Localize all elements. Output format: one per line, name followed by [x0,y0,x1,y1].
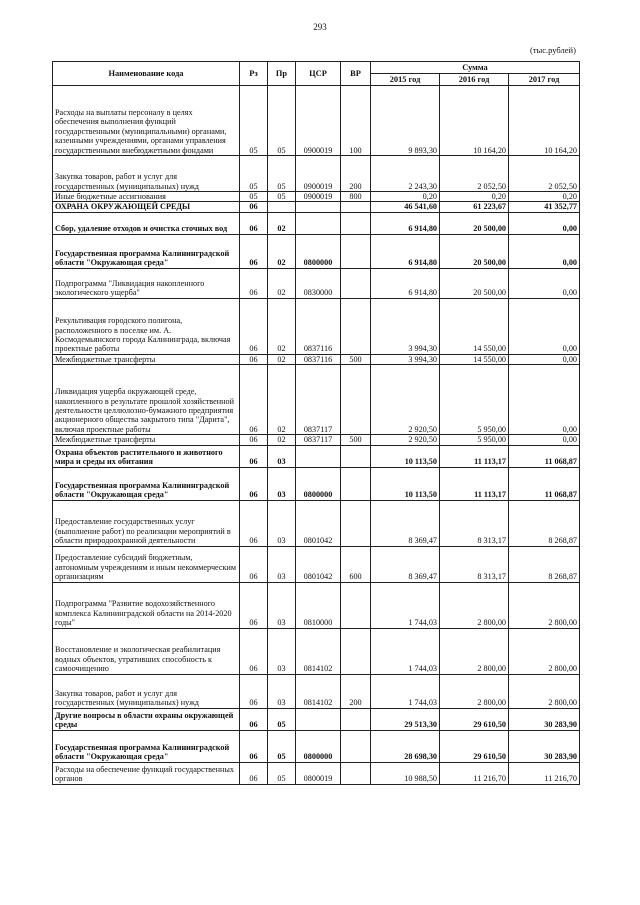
cell-y2016: 2 800,00 [440,628,509,674]
cell-pr: 02 [268,365,296,435]
cell-y2016: 2 052,50 [440,156,509,192]
cell-rz: 06 [240,500,268,546]
cell-name: Иные бюджетные ассигнования [53,192,240,202]
cell-csr: 0800019 [296,762,341,784]
cell-y2015: 8 369,47 [371,546,440,582]
cell-name: Закупка товаров, работ и услуг для государственных (муниципальных) нужд [53,674,240,708]
header-2016: 2016 год [440,74,509,86]
table-row [53,628,580,674]
cell-vr: 500 [341,435,371,445]
cell-vr [341,234,371,268]
cell-rz: 06 [240,546,268,582]
cell-csr: 0900019 [296,156,341,192]
cell-y2015: 2 920,50 [371,435,440,445]
cell-rz: 06 [240,628,268,674]
cell-vr: 200 [341,156,371,192]
cell-vr: 200 [341,674,371,708]
table-row [53,298,580,354]
cell-vr [341,500,371,546]
cell-name: Предоставление субсидий бюджетным, автономным учреждениям и иным некоммерческим организациям [53,546,240,582]
table-row [53,582,580,628]
cell-y2015: 29 513,30 [371,708,440,730]
cell-csr: 0837116 [296,298,341,354]
cell-y2015: 2 243,30 [371,156,440,192]
table-row [53,674,580,708]
header-name: Наименование кода [53,62,240,86]
cell-y2016: 0,20 [440,192,509,202]
cell-rz: 06 [240,467,268,500]
cell-name: Подпрограмма "Развитие водохозяйственного комплекса Калининградской области на 2014-2020 годы" [53,582,240,628]
cell-y2017: 0,00 [509,435,580,445]
cell-y2016: 14 550,00 [440,298,509,354]
cell-y2017: 41 352,77 [509,202,580,212]
cell-pr: 03 [268,467,296,500]
cell-y2015: 3 994,30 [371,354,440,364]
cell-y2015: 10 113,50 [371,445,440,467]
cell-pr: 03 [268,674,296,708]
cell-y2015: 1 744,03 [371,674,440,708]
cell-rz: 06 [240,435,268,445]
cell-y2017: 8 268,87 [509,546,580,582]
cell-name: Рекультивация городского полигона, расположенного в поселке им. А. Космодемьянского города Калининграда, включая проектные работы [53,298,240,354]
header-csr: ЦСР [296,62,341,86]
cell-y2015: 0,20 [371,192,440,202]
cell-name: Межбюджетные трансферты [53,435,240,445]
table-row [53,467,580,500]
cell-name: Государственная программа Калининградской области "Окружающая среда" [53,467,240,500]
cell-y2015: 6 914,80 [371,234,440,268]
cell-vr: 100 [341,86,371,156]
units-label: (тыс.рублей) [530,45,576,55]
cell-y2015: 8 369,47 [371,500,440,546]
table-row [53,156,580,192]
cell-y2016: 14 550,00 [440,354,509,364]
cell-y2015: 6 914,80 [371,212,440,234]
cell-y2016: 20 500,00 [440,212,509,234]
cell-vr [341,762,371,784]
cell-rz: 06 [240,582,268,628]
cell-vr [341,445,371,467]
cell-vr [341,582,371,628]
cell-y2016: 2 800,00 [440,674,509,708]
cell-y2015: 46 541,60 [371,202,440,212]
cell-rz: 06 [240,445,268,467]
cell-rz: 06 [240,354,268,364]
cell-y2017: 0,00 [509,234,580,268]
cell-y2015: 28 698,30 [371,730,440,762]
cell-y2017: 11 068,87 [509,467,580,500]
cell-pr: 05 [268,86,296,156]
cell-y2015: 1 744,03 [371,628,440,674]
table-row [53,708,580,730]
cell-vr [341,268,371,298]
cell-vr [341,628,371,674]
table-row [53,445,580,467]
table-row [53,500,580,546]
cell-y2017: 0,00 [509,354,580,364]
cell-y2016: 20 500,00 [440,268,509,298]
cell-rz: 06 [240,674,268,708]
cell-vr [341,202,371,212]
cell-rz: 06 [240,762,268,784]
cell-y2016: 8 313,17 [440,500,509,546]
cell-y2016: 29 610,50 [440,730,509,762]
cell-y2016: 11 113,17 [440,445,509,467]
cell-rz: 06 [240,730,268,762]
cell-y2017: 2 800,00 [509,582,580,628]
table-row [53,762,580,784]
header-sum: Сумма [371,62,580,74]
cell-csr: 0900019 [296,192,341,202]
cell-y2017: 8 268,87 [509,500,580,546]
cell-y2017: 11 216,70 [509,762,580,784]
cell-csr [296,212,341,234]
cell-y2017: 0,00 [509,298,580,354]
cell-y2016: 5 950,00 [440,365,509,435]
cell-pr: 05 [268,762,296,784]
cell-name: Сбор, удаление отходов и очистка сточных вод [53,212,240,234]
cell-pr: 02 [268,298,296,354]
cell-rz: 06 [240,365,268,435]
cell-rz: 05 [240,156,268,192]
cell-y2015: 10 988,50 [371,762,440,784]
cell-pr: 05 [268,192,296,202]
cell-y2016: 10 164,20 [440,86,509,156]
cell-y2017: 0,00 [509,365,580,435]
cell-csr: 0810000 [296,582,341,628]
cell-pr: 02 [268,354,296,364]
cell-rz: 06 [240,234,268,268]
table-row [53,192,580,202]
cell-pr: 03 [268,445,296,467]
cell-pr: 05 [268,156,296,192]
cell-y2017: 2 800,00 [509,674,580,708]
table-row [53,365,580,435]
header-2017: 2017 год [509,74,580,86]
cell-csr: 0801042 [296,500,341,546]
cell-name: Подпрограмма "Ликвидация накопленного экологического ущерба" [53,268,240,298]
cell-rz: 05 [240,192,268,202]
cell-name: ОХРАНА ОКРУЖАЮЩЕЙ СРЕДЫ [53,202,240,212]
cell-pr [268,202,296,212]
header-vr: ВР [341,62,371,86]
cell-pr: 03 [268,546,296,582]
cell-vr [341,365,371,435]
cell-pr: 02 [268,435,296,445]
cell-vr [341,708,371,730]
cell-csr: 0801042 [296,546,341,582]
cell-vr [341,730,371,762]
cell-csr: 0814102 [296,674,341,708]
table-row [53,546,580,582]
header-pr: Пр [268,62,296,86]
cell-rz: 06 [240,298,268,354]
cell-rz: 05 [240,86,268,156]
cell-vr [341,212,371,234]
cell-rz: 06 [240,212,268,234]
cell-name: Государственная программа Калининградской области "Окружающая среда" [53,234,240,268]
cell-y2017: 0,00 [509,212,580,234]
cell-y2016: 11 113,17 [440,467,509,500]
cell-pr: 05 [268,730,296,762]
cell-csr [296,708,341,730]
cell-y2015: 1 744,03 [371,582,440,628]
cell-csr [296,445,341,467]
cell-name: Другие вопросы в области охраны окружающей среды [53,708,240,730]
cell-y2016: 2 800,00 [440,582,509,628]
cell-y2017: 30 283,90 [509,708,580,730]
cell-pr: 03 [268,582,296,628]
cell-y2016: 29 610,50 [440,708,509,730]
cell-csr: 0800000 [296,730,341,762]
cell-csr: 0830000 [296,268,341,298]
cell-y2017: 30 283,90 [509,730,580,762]
cell-rz: 06 [240,202,268,212]
cell-y2015: 6 914,80 [371,268,440,298]
cell-csr: 0814102 [296,628,341,674]
cell-csr: 0800000 [296,467,341,500]
cell-csr: 0837117 [296,365,341,435]
cell-name: Ликвидация ущерба окружающей среде, накопленного в результате прошлой хозяйственной деятельности целлюлозно-бумажного предприятия акционерного общества закрытого типа "Дарита", включая проектные работы [53,365,240,435]
cell-name: Расходы на выплаты персоналу в целях обеспечения выполнения функций государственными (муниципальными) органами, казенными учреждениями, органами управления государственными внебюджетными фондами [53,86,240,156]
cell-csr: 0900019 [296,86,341,156]
cell-y2016: 5 950,00 [440,435,509,445]
cell-y2015: 3 994,30 [371,298,440,354]
cell-pr: 05 [268,708,296,730]
cell-pr: 02 [268,268,296,298]
cell-name: Закупка товаров, работ и услуг для государственных (муниципальных) нужд [53,156,240,192]
cell-vr [341,298,371,354]
cell-y2015: 2 920,50 [371,365,440,435]
cell-pr: 03 [268,500,296,546]
cell-csr [296,202,341,212]
cell-vr: 600 [341,546,371,582]
cell-y2017: 2 052,50 [509,156,580,192]
table-row [53,730,580,762]
cell-csr: 0800000 [296,234,341,268]
cell-y2015: 9 893,30 [371,86,440,156]
budget-table [52,61,580,785]
cell-name: Предоставление государственных услуг (выполнение работ) по реализации мероприятий в области природоохранной деятельности [53,500,240,546]
cell-csr: 0837117 [296,435,341,445]
table-row [53,86,580,156]
cell-vr: 500 [341,354,371,364]
cell-y2015: 10 113,50 [371,467,440,500]
cell-y2017: 0,20 [509,192,580,202]
cell-vr: 800 [341,192,371,202]
cell-y2016: 61 223,67 [440,202,509,212]
cell-rz: 06 [240,708,268,730]
cell-name: Расходы на обеспечение функций государственных органов [53,762,240,784]
cell-rz: 06 [240,268,268,298]
table-row [53,212,580,234]
cell-y2017: 2 800,00 [509,628,580,674]
cell-vr [341,467,371,500]
table-row [53,234,580,268]
cell-csr: 0837116 [296,354,341,364]
table-row [53,202,580,212]
cell-name: Восстановление и экологическая реабилитация водных объектов, утративших способность к самоочищению [53,628,240,674]
cell-name: Государственная программа Калининградской области "Окружающая среда" [53,730,240,762]
cell-y2017: 0,00 [509,268,580,298]
cell-y2016: 8 313,17 [440,546,509,582]
cell-pr: 02 [268,212,296,234]
cell-y2016: 20 500,00 [440,234,509,268]
cell-y2017: 11 068,87 [509,445,580,467]
cell-name: Охрана объектов растительного и животного мира и среды их обитания [53,445,240,467]
cell-pr: 03 [268,628,296,674]
cell-y2017: 10 164,20 [509,86,580,156]
cell-y2016: 11 216,70 [440,762,509,784]
cell-name: Межбюджетные трансферты [53,354,240,364]
table-row [53,354,580,364]
table-row [53,435,580,445]
header-2015: 2015 год [371,74,440,86]
table-row [53,268,580,298]
cell-pr: 02 [268,234,296,268]
header-rz: Рз [240,62,268,86]
page-number: 293 [313,22,327,32]
